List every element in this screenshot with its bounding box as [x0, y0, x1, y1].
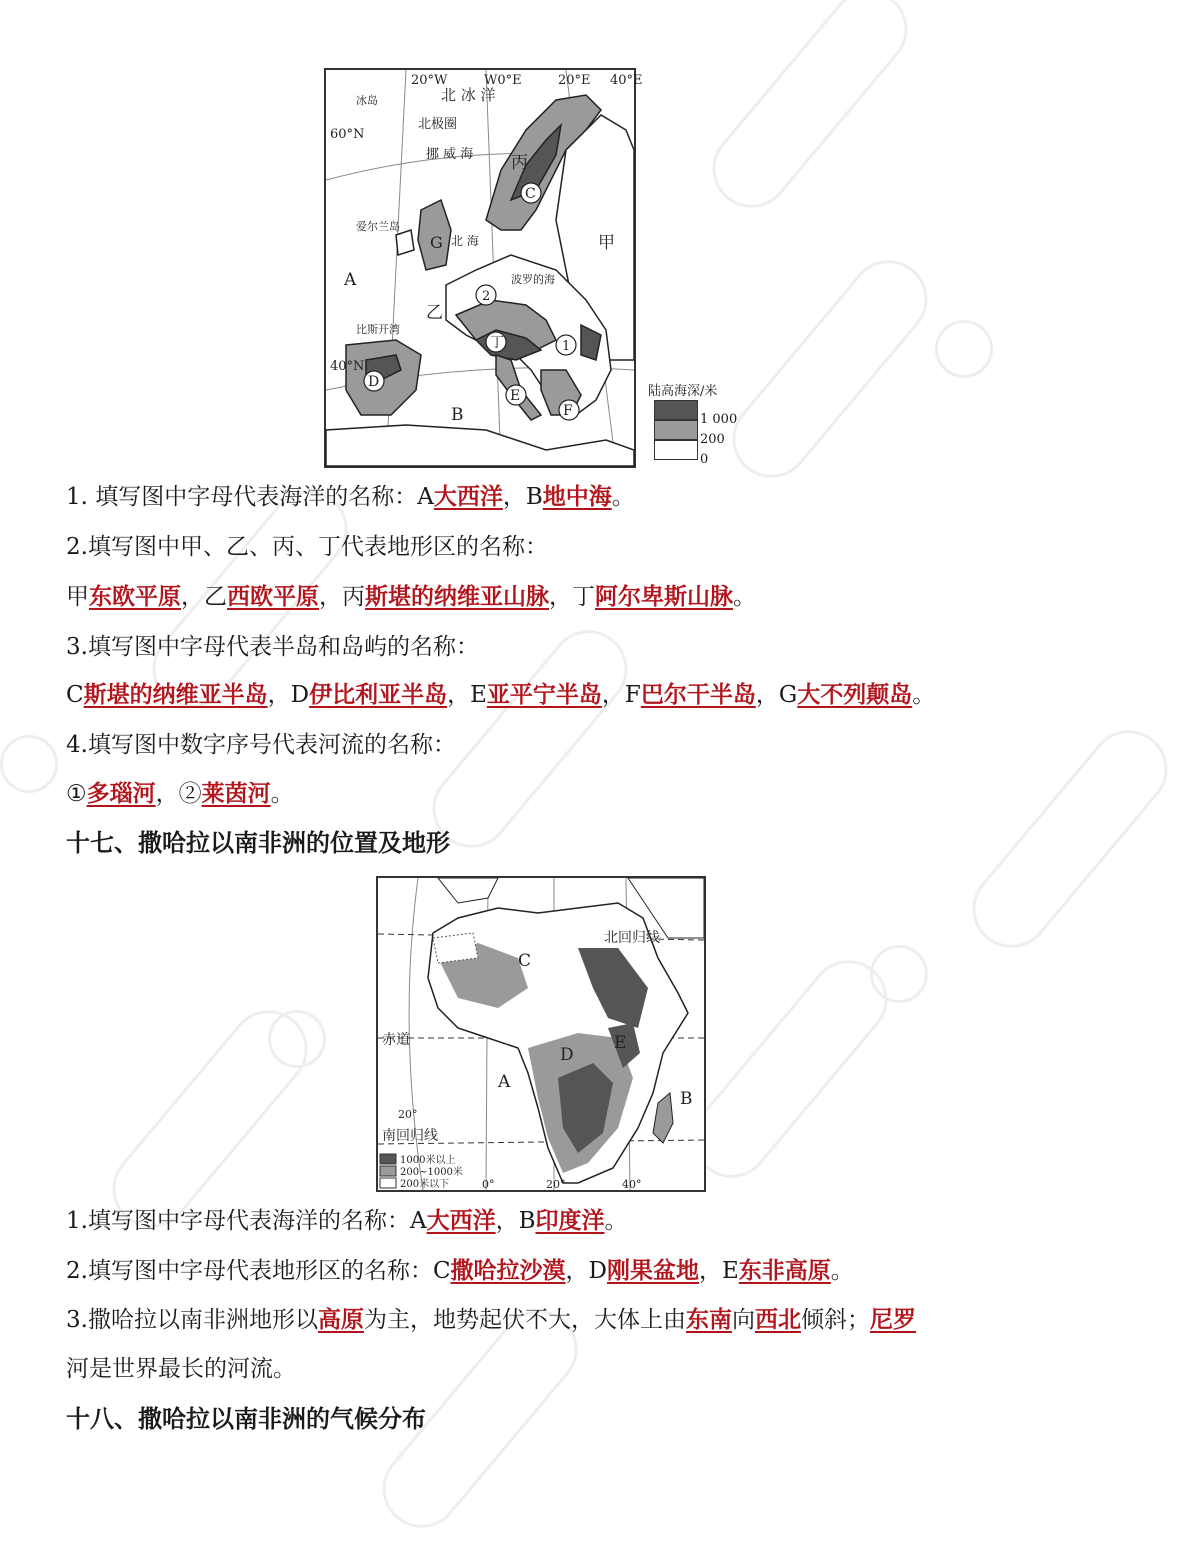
answer: 地中海 [542, 483, 612, 510]
label-E: E [614, 1033, 627, 1053]
europe-q2: 2.填写图中甲、乙、丙、丁代表地形区的名称： [66, 534, 548, 560]
watermark-icon [268, 1010, 326, 1068]
iceland-label: 冰岛 [356, 94, 378, 107]
label-jia: 甲 [598, 233, 615, 253]
label-A: A [498, 1072, 511, 1092]
africa-legend-2: 200~1000米 [400, 1167, 463, 1178]
label-D: D [560, 1045, 574, 1065]
label-F: F [563, 403, 573, 419]
africa-legend-3: 200米以下 [400, 1179, 450, 1190]
equator-label: 赤道 [382, 1032, 410, 1048]
lon-0-label: W0°E [484, 73, 522, 88]
answer: 巴尔干半岛 [640, 681, 756, 708]
answer: 东非高原 [738, 1257, 831, 1284]
ireland-label: 爱尔兰岛 [356, 220, 400, 233]
answer: 刚果盆地 [607, 1257, 699, 1284]
europe-q1: 1. 填写图中字母代表海洋的名称：A大西洋，B地中海。 [66, 483, 635, 510]
europe-q4-answers: ①多瑙河，②莱茵河。 [66, 780, 294, 807]
lon-20e-label: 20°E [558, 73, 591, 88]
watermark-icon [870, 945, 928, 1003]
answer: 斯堪的纳维亚半岛 [83, 681, 268, 708]
tropic-cancer-label: 北回归线 [604, 930, 660, 946]
lon-20-label: 20° [546, 1178, 566, 1191]
watermark [677, 944, 904, 1193]
answer: 斯堪的纳维亚山脉 [365, 583, 549, 610]
lat-20-label: 20° [398, 1108, 418, 1121]
answer: 高原 [317, 1306, 364, 1333]
lat-40n-label: 40°N [330, 359, 365, 374]
answer: 大西洋 [433, 483, 503, 510]
lat-60n-label: 60°N [330, 127, 365, 142]
label-C: C [525, 186, 536, 202]
label-D: D [368, 374, 380, 390]
europe-q4: 4.填写图中数字序号代表河流的名称： [66, 732, 456, 758]
europe-legend [648, 380, 748, 470]
label-C: C [518, 951, 532, 971]
africa-legend [380, 1153, 463, 1190]
legend-value-2: 200 [700, 432, 725, 447]
lon-0-label: 0° [482, 1178, 495, 1191]
lon-40-label: 40° [622, 1178, 642, 1191]
watermark-icon [0, 735, 58, 793]
watermark-icon [935, 320, 993, 378]
arctic-ocean-label: 北 冰 洋 [441, 86, 496, 104]
europe-q3: 3.填写图中字母代表半岛和岛屿的名称： [66, 634, 479, 660]
answer: 尼罗 [869, 1306, 916, 1333]
africa-q2: 2.填写图中字母代表地形区的名称：C撒哈拉沙漠，D刚果盆地，E东非高原。 [66, 1257, 854, 1284]
europe-q2-answers: 甲东欧平原，乙西欧平原，丙斯堪的纳维亚山脉，丁阿尔卑斯山脉。 [66, 583, 756, 610]
legend-value-1: 1 000 [700, 412, 738, 427]
section-17-heading: 十七、撒哈拉以南非洲的位置及地形 [66, 829, 450, 857]
answer: 大西洋 [426, 1207, 496, 1234]
baltic-sea-label: 波罗的海 [511, 273, 555, 286]
label-bing: 丙 [511, 153, 528, 173]
africa-map [376, 876, 706, 1192]
europe-map [324, 68, 643, 468]
answer: 伊比利亚半岛 [309, 681, 448, 708]
answer: 多瑙河 [86, 780, 156, 807]
arctic-circle-label: 北极圈 [418, 117, 458, 132]
answer: 阿尔卑斯山脉 [595, 583, 733, 610]
answer: 东欧平原 [89, 583, 181, 610]
answer: 西北 [754, 1306, 801, 1333]
tropic-capricorn-label: 南回归线 [382, 1128, 438, 1144]
lon-40e-label: 40°E [610, 73, 643, 88]
river-label-1: 1 [562, 339, 571, 354]
answer: 西欧平原 [227, 583, 319, 610]
answer: 莱茵河 [201, 780, 271, 807]
africa-q1: 1.填写图中字母代表海洋的名称：A大西洋，B印度洋。 [66, 1207, 628, 1234]
label-ding: 丁 [490, 335, 504, 351]
label-yi: 乙 [426, 303, 443, 323]
label-A: A [344, 270, 357, 290]
lon-20w-label: 20°W [411, 73, 448, 88]
answer: 亚平宁半岛 [486, 681, 602, 708]
answer: 东南 [685, 1306, 732, 1333]
legend-title: 陆高海深/米 [648, 384, 718, 399]
africa-q3-line2: 河是世界最长的河流。 [66, 1356, 296, 1382]
europe-q3-answers: C斯堪的纳维亚半岛，D伊比利亚半岛，E亚平宁半岛，F巴尔干半岛，G大不列颠岛。 [66, 681, 936, 708]
answer: 撒哈拉沙漠 [450, 1257, 566, 1284]
watermark [697, 0, 924, 224]
legend-value-3: 0 [700, 452, 709, 467]
answer: 印度洋 [535, 1207, 605, 1234]
north-sea-label: 北 海 [451, 234, 479, 248]
label-B: B [451, 405, 464, 425]
label-G: G [430, 233, 443, 252]
biscay-label: 比斯开湾 [356, 323, 400, 336]
africa-legend-1: 1000米以上 [400, 1155, 456, 1166]
norwegian-sea-label: 挪 威 海 [426, 147, 474, 162]
answer: 大不列颠岛 [797, 681, 913, 708]
watermark [717, 244, 944, 493]
africa-q3: 3.撒哈拉以南非洲地形以高原为主，地势起伏不大，大体上由东南向西北倾斜；尼罗 [66, 1306, 916, 1333]
label-B: B [680, 1089, 693, 1109]
section-18-heading: 十八、撒哈拉以南非洲的气候分布 [66, 1405, 426, 1433]
watermark [957, 714, 1183, 963]
river-label-2: 2 [482, 289, 491, 304]
label-E: E [510, 388, 521, 404]
